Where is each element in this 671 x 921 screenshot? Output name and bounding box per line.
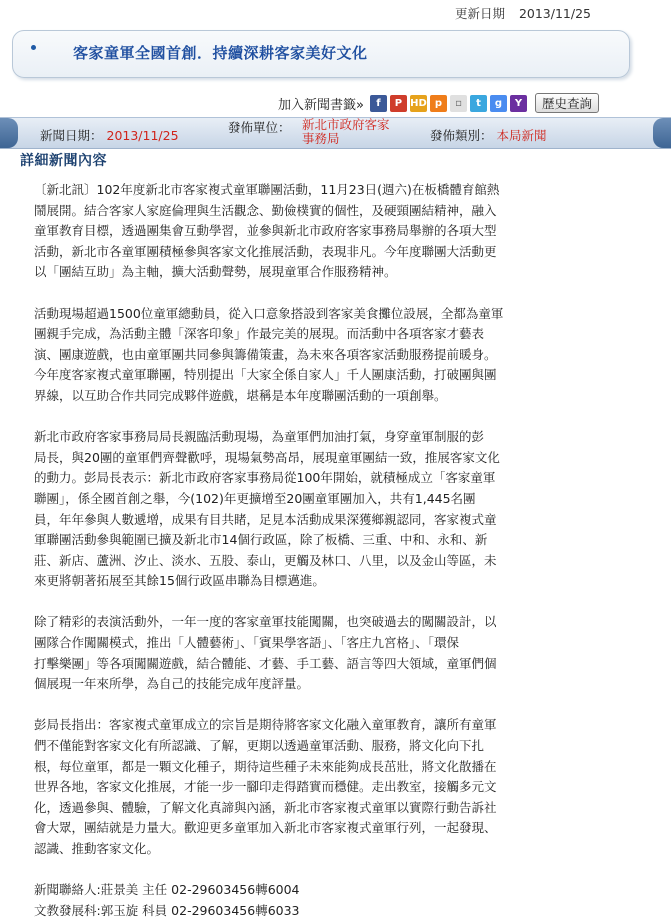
news-info-bar (0, 117, 671, 149)
news-date: 新聞日期： 2013/11/25 (40, 128, 179, 143)
news-title: 客家童軍全國首創．持續深耕客家美好文化 (73, 44, 368, 62)
history-search-button[interactable]: 歷史查詢 (535, 93, 599, 113)
news-category: 發佈類別： 本局新聞 (430, 128, 547, 143)
hemidemi-icon[interactable]: HD (410, 95, 427, 112)
bar-right-cap (653, 118, 671, 148)
section-title: 詳細新聞內容 (20, 153, 107, 169)
culture-contact: 文教發展科:郭玉旋 科員 02-29603456轉6033 (34, 902, 300, 918)
paragraph: 彭局長指出：客家複式童軍成立的宗旨是期待將客家文化融入童軍教育，讓所有童軍 們不僅能對客家文化有所認識、了解，更期以透過童軍活動、服務，將文化向下扎 根，每位童軍，都是一顆文化種子，期待這些種子未來能夠成長茁壯，將文化散播在 世界各地，客家文化推展，才能一步一腳印走得踏實而穩健。走出教室，接觸多元文 化，透過參與、體驗，了解文化真諦與內涵，新北市客家複式童軍以實際行動告訴社 會大眾，團結就是力量大。歡迎更多童軍加入新北市客家複式童軍行列，一起發現、 認識、推動客家文化。 (34, 717, 497, 856)
google-icon[interactable]: g (490, 95, 507, 112)
publish-unit-value: 新北市政府客家事務局 (302, 117, 390, 146)
facebook-icon[interactable]: f (370, 95, 387, 112)
news-content (34, 180, 556, 921)
paragraph: 活動現場超過1500位童軍總動員，從入口意象搭設到客家美食攤位設展，全都為童軍 團親手完成，為活動主體「深客印象」作最完美的展現。而活動中各項客家才藝表 演、團康遊戲，也由童軍團共同參與籌備策畫，為未來各項客家活動服務提前暖身。 今年度客家複式童軍聯團，特別提出「大家全係自家人」千人團康活動，打破團與團 界線，以互助合作共同完成夥伴遊戲，堪稱是本年度聯團活動的一項創舉。 (34, 305, 504, 403)
bookmark-icon[interactable]: ▫ (450, 95, 467, 112)
paragraph: 〔新北訊〕102年度新北市客家複式童軍聯團活動，11月23日(週六)在板橋體育館熱 鬧展開。結合客家人家庭倫理與生活觀念、勤儉樸實的個性，及硬頸團結精神，融入 童軍教育目標，透過團集會互動學習，並參與新北市政府客家事務局舉辦的各項大型 活動，新北市各童軍團積極參與客家文化推展活動，表現非凡。今年度聯團大活動更 以「團結互助」為主軸，擴大活動聲勢，展現童軍合作服務精神。 (34, 182, 500, 280)
update-date-value: 2013/11/25 (518, 6, 591, 21)
update-date-label: 更新日期 (454, 6, 505, 21)
yahoo-icon[interactable]: Y (510, 95, 527, 112)
plurk-icon[interactable]: P (390, 95, 407, 112)
bullet-icon (31, 45, 36, 50)
twitter-icon[interactable]: t (470, 95, 487, 112)
news-title-box (12, 30, 630, 78)
paragraph: 新北市政府客家事務局局長親臨活動現場，為童軍們加油打氣，身穿童軍制服的彭 局長，與20團的童軍們齊聲歡呼，現場氣勢高昂，展現童軍團結一致，推展客家文化 的動力。彭局長表示：新北市政府客家事務局從100年開始，就積極成立「客家童軍 聯團」，係全國首創之舉，今(102)年更擴增至20團童軍團加入，共有1,445名團 員，年年參與人數遞增，成果有目共睹，足見本活動成果深獲鄉親認同，客家複式童 軍聯團活動參與範圍已擴及新北市14個行政區，除了板橋、三重、中和、永和、新 莊、新店、蘆洲、汐止、淡水、五股、泰山，更觸及林口、八里，以及金山等區，未 來更將朝著拓展至其餘15個行政區串聯為目標邁進。 (34, 429, 500, 589)
contact-info (34, 880, 556, 921)
paragraph: 除了精彩的表演活動外，一年一度的客家童軍技能闖關，也突破過去的闖關設計，以 團隊合作闖關模式，推出「人體藝術」、「賓果學客語」、「客庄九宮格」、「環保 打擊樂團」等各項闖關遊戲，結合體能、才藝、手工藝、語言等四大領域，童軍們個 個展現一年來所學，為自己的技能完成年度評量。 (34, 614, 497, 692)
share-toolbar (278, 92, 599, 114)
publish-unit-label: 發佈單位： (228, 120, 291, 135)
funp-icon[interactable]: p (430, 95, 447, 112)
bar-left-cap (0, 118, 18, 148)
press-contact: 新聞聯絡人:莊景美 主任 02-29603456轉6004 (34, 882, 300, 898)
bookmark-label: 加入新聞書籤» (278, 97, 364, 113)
update-date (455, 4, 591, 22)
